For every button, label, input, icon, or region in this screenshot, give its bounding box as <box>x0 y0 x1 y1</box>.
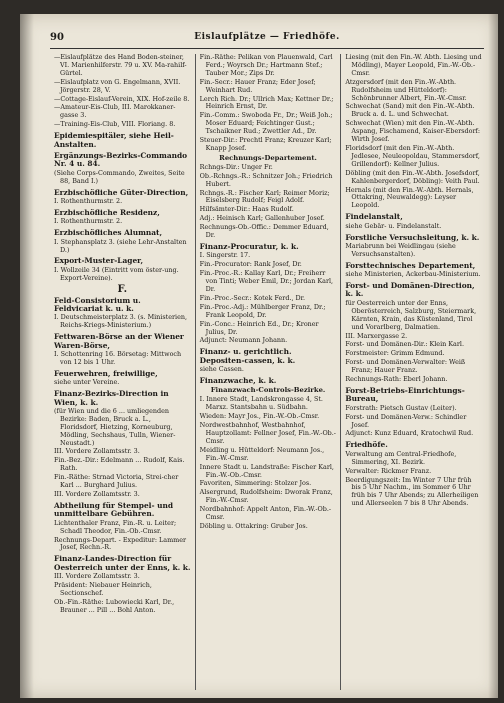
directory-entry: Fin.-Procurator: Rank Josef, Dr. <box>199 260 302 269</box>
directory-entry: Fin.-Conc.: Heinrich Ed., Dr.; Kroner Julius, Dr. <box>199 319 319 336</box>
directory-entry: Forst- und Domänen-Verw.: Schindler Josef. <box>345 412 467 429</box>
directory-entry: I. Schottenring 16. Börsetag: Mittwoch von 12 bis 1 Uhr. <box>54 350 182 366</box>
directory-entry: Fin.-Räthe: Pelikan von Plauenwald, Carl Ferd.; Woyrsch Dr.; Hartmann Stef.; Tauber Mor.; Zips Dr. <box>199 54 333 77</box>
directory-entry: I. Rothenthurmstr. 2. <box>54 217 123 226</box>
directory-entry: für Oesterreich unter der Enns, Oberösterreich, Salzburg, Steiermark, Kärnten, Krain, das Küstenland, Tirol und Vorarlberg, Dalmatien. <box>345 298 477 331</box>
directory-entry: (für Wien und die 6 ... umliegenden Bezirke: Baden, Bruck a. L., Floridsdorf, Hietzing, Korneuburg, Mödling, Sechshaus, Tulln, Wiener-Neustadt.) <box>54 406 176 447</box>
directory-entry: Beerdigungszeit: Im Winter 7 Uhr früh bis 5 Uhr Nachm., im Sommer 6 Uhr früh bis 7 Uhr Abends; zu Allerheiligen und Allerseelen 7 bis 8 Uhr Abends. <box>345 475 479 508</box>
directory-entry: Fin.-Secr.: Hauer Franz; Eder Josef; Weinhart Rud. <box>199 77 316 94</box>
directory-entry: Forst- und Domänen-Dir.: Klein Karl. <box>345 340 464 349</box>
directory-entry: III. Vordere Zollamtsstr. 3. <box>54 447 140 456</box>
directory-entry: III. Vordere Zollamtsstr. 3. <box>54 490 140 498</box>
directory-entry: Rchngs.-R.: Fischer Karl; Reimer Moriz; Eiselsberg Rudolf; Feigl Adolf. <box>199 188 330 205</box>
directory-entry: Fin.-Comm.: Swoboda Fr., Dr.; Weiß Joh.; Moser Eduard; Feichtinger Gust.; Tschaikner Rud.; Zwettler Ad., Dr. <box>199 111 333 136</box>
section-heading: Abtheilung für Stempel- und unmittelbare Gebühren. <box>54 500 174 519</box>
alphabet-letter-heading: F. <box>117 283 128 295</box>
directory-entry: Ob.-Rchngs.-R.: Schnitzer Joh.; Friedrich Hubert. <box>199 171 333 188</box>
directory-entry: Forstrath: Pietsch Gustav (Leiter). <box>345 403 457 412</box>
directory-entry: Schwechat (Sand) mit den Fin.-W.-Abth. Bruck a. d. L. und Schwechat. <box>345 102 475 119</box>
directory-entry: Liesing (mit den Fin.-W. Abth. Liesing und Mödling), Mayer Leopold, Fin.-W.-Ob.-Cmsr. <box>345 54 482 77</box>
directory-entry: —Eislaufplätze des Hand Boden-steiner, VI. Marienhilferstr. 79 u. XV. Ma-rahilf-Gürtel. <box>54 54 187 77</box>
section-heading: Forstliche Versuchsleitung, k. k. <box>345 232 480 242</box>
directory-entry: Alsergrund, Rudolfsheim: Dworak Franz, Fin.-W.-Cmsr. <box>199 488 333 505</box>
page-edge-shadow <box>488 14 498 698</box>
section-heading: Finanzwache, k. k. <box>199 376 277 386</box>
directory-entry: Rechnungs-Ob.-Offic.: Demmer Eduard, Dr. <box>199 223 329 240</box>
directory-entry: Fin.-Proc.-Adj.: Mühlberger Franz, Dr.; Frank Leopold, Dr. <box>199 302 326 319</box>
section-heading: Forsttechnisches Departement, <box>345 260 476 270</box>
section-heading: Feuerwehren, freiwillige, <box>54 368 158 378</box>
section-heading: Forst- und Domänen-Direction, k. k. <box>345 281 475 299</box>
directory-entry: —Eislaufplatz von G. Engelmann, XVII. Jörgerstr. 28, V. <box>54 77 181 94</box>
directory-entry: Forst- und Domänen-Verwalter: Weiß Franz; Hauer Franz. <box>345 358 466 375</box>
directory-entry: —Training-Eis-Club, VIII. Floriang. 8. <box>54 120 176 129</box>
directory-entry: III. Marxergasse 2. <box>345 331 408 340</box>
page-fold-shadow <box>20 14 34 698</box>
directory-entry: Nordbahnhof: Appelt Anton, Fin.-W.-Ob.-Cmsr. <box>199 505 332 522</box>
subsection-heading: Finanzwach-Controls-Bezirke. <box>210 386 326 395</box>
text-columns <box>50 54 486 690</box>
page-title: Eislaufplätze — Friedhöfe. <box>194 32 340 42</box>
directory-entry: Schwechat (Wien) mit den Fin.-W.-Abth. Aspang, Fischamend, Kaiser-Ebersdorf: Wirth Josef. <box>345 119 481 144</box>
directory-entry: I. Deutschmeisterplatz 3. (s. Ministerien, Reichs-Kriegs-Ministerium.) <box>54 313 188 330</box>
directory-entry: Atzgersdorf (mit den Fin.-W.-Abth. Rudolfsheim und Hütteldorf): Schönbrunner Albert, Fin.-W.-Cmsr. <box>345 77 467 102</box>
directory-entry: Adjunct: Neumann Johann. <box>199 336 288 345</box>
directory-entry: Meidling u. Hütteldorf: Neumann Jos., Fin.-W.-Cmsr. <box>199 445 325 462</box>
section-heading: Forst-Betriebs-Einrichtungs-Bureau, <box>345 385 465 404</box>
directory-entry: siehe Ministerien, Ackerbau-Ministerium. <box>345 270 481 279</box>
directory-entry: I. Wollzeile 34 (Eintritt vom öster-ung. Export-Vereine). <box>54 265 179 282</box>
directory-entry: Forstmeister: Grimm Edmund. <box>345 349 445 358</box>
subsection-heading: Rechnungs-Departement. <box>219 153 317 162</box>
section-heading: Finanz-Bezirks-Direction in Wien, k. k. <box>54 389 169 407</box>
directory-entry: Ob.-Fin.-Räthe: Lubowiecki Karl, Dr., Brauner ... Pill ... Bohl Anton. <box>54 597 175 614</box>
directory-entry: I. Stephansplatz 3. (siehe Lehr-Anstalten D.) <box>54 237 187 254</box>
section-heading: Fettwaren-Börse an der Wiener Waren-Börse, <box>54 332 184 350</box>
directory-entry: III. Vordere Zollamtsstr. 3. <box>54 572 140 581</box>
directory-entry: Fin.-Räthe: Strnad Victoria, Strei-cher Karl ... Burghard Julius. <box>54 473 179 490</box>
directory-entry: Rechnungs-Depart. - Expeditur: Lammer Josef, Rechn.-R. <box>54 535 187 552</box>
directory-entry: I. Innere Stadt, Landskrongasse 4, St. Marxz. Stantsbahn u. Südbahn. <box>199 395 323 412</box>
page-header <box>50 32 484 49</box>
directory-entry: Wieden: Mayr Jos., Fin.-W.-Ob.-Cmsr. <box>199 412 320 421</box>
page-number: 90 <box>50 32 64 43</box>
directory-entry: Adjunct: Kunz Eduard, Kratochwil Rud. <box>345 429 474 438</box>
column-left <box>50 54 195 690</box>
directory-entry: Fin.-Bez.-Dir.: Edelmann ... Rudolf, Kais. Rath. <box>54 456 185 473</box>
directory-entry: Adj.: Heinisch Karl; Gallenhuber Josef. <box>199 214 325 223</box>
directory-entry: —Amateur-Eis-Club, III. Marokkaner-gasse 3. <box>54 103 176 120</box>
directory-entry: siehe Gebär- u. Findelanstalt. <box>345 221 442 230</box>
section-heading: Erzbischöfliche Güter-Direction, <box>54 187 189 197</box>
directory-entry: Lichtenthaler Franz, Fin.-R. u. Leiter; Schadl Theodor, Fin.-Ob.-Cmsr. <box>54 518 177 535</box>
directory-entry: Hernals (mit den Fin.-W.-Abth. Hernals, Ottakring, Neuwaldegg): Leyser Leopold. <box>345 185 474 210</box>
section-heading: Erzbischöfliche Residenz, <box>54 207 160 217</box>
section-heading: Export-Muster-Lager, <box>54 256 144 266</box>
directory-entry: Fin.-Proc.-Secr.: Kotek Ferd., Dr. <box>199 293 306 302</box>
directory-entry: Verwalter: Rickmer Franz. <box>345 466 432 475</box>
directory-entry: Präsident: Niebauer Heinrich, Sectionschef. <box>54 581 152 597</box>
directory-entry: (Siehe Corps-Commando, Zweites, Seite 88, Band I.) <box>54 168 185 185</box>
directory-entry: Hilfsämter-Dir.: Haas Rudolf. <box>199 205 294 214</box>
directory-entry: Mariabrunn bei Weidlingau (siehe Versuchsanstalten). <box>345 241 456 258</box>
directory-entry: Steuer-Dir.: Prechtl Franz; Kreuzer Karl; Knapp Josef. <box>199 136 332 152</box>
section-heading: Finanz-Procuratur, k. k. <box>199 241 299 251</box>
directory-page <box>20 14 498 698</box>
section-heading: Finanz- u. gerichtlich. Depositen-cassen, k. k. <box>199 347 296 365</box>
section-heading: Findelanstalt, <box>345 212 403 222</box>
directory-entry: I. Singerstr. 17. <box>199 251 251 260</box>
directory-entry: —Cottage-Eislauf-Verein, XIX. Hof-zeile 8. <box>54 94 190 103</box>
directory-entry: Verwaltung am Central-Friedhofe, Simmering, XI. Bezirk. <box>345 449 457 466</box>
directory-entry: siehe Cassen. <box>199 365 244 374</box>
section-heading: Epidemiespitäler, siehe Heil-Anstalten. <box>54 131 174 149</box>
section-heading: Friedhöfe. <box>345 440 388 450</box>
directory-entry: Lerch Rich. Dr.; Ullrich Max; Kettner Dr.; Heinrich Ernst, Dr. <box>199 94 334 111</box>
directory-entry: Rechnungs-Rath: Eberl Johann. <box>345 375 448 384</box>
directory-entry: Rchngs-Dir.: Unger Fr. <box>199 162 273 171</box>
directory-entry: Floridsdorf (mit den Fin.-W.-Abth. Jedlesee, Neuleopoldau, Stammersdorf, Grillendorf): Kellner Julius. <box>345 143 480 168</box>
column-right <box>340 54 486 690</box>
column-middle <box>195 54 341 690</box>
directory-entry: Döbling u. Ottakring: Gruber Jos. <box>199 521 308 530</box>
section-heading: Feld-Consistorium u. Feldvicariat k. u. k. <box>54 295 141 313</box>
directory-entry: Nordwestbahnhof, Westbahnhof, Hauptzollamt: Fellner Josef, Fin.-W.-Ob.-Cmsr. <box>199 421 336 445</box>
directory-entry: siehe unter Vereine. <box>54 378 120 387</box>
directory-entry: I. Rothenthurmstr. 2. <box>54 197 123 205</box>
directory-entry: Favoriten, Simmering: Stolzer Jos. <box>199 479 312 488</box>
directory-entry: Fin.-Proc.-R.: Kallay Karl, Dr.; Freiherr von Tinti; Weber Emil, Dr.; Jordan Karl, Dr. <box>199 269 334 293</box>
directory-entry: Innere Stadt u. Landstraße: Fischer Karl, Fin.-W.-Ob.-Cmsr. <box>199 462 334 479</box>
section-heading: Erzbischöfliches Alumnat, <box>54 228 163 238</box>
directory-entry: Döbling (mit den Fin.-W.-Abth. Josefsdorf, Kahlenbergerdorf, Döbling): Veith Paul. <box>345 168 480 185</box>
section-heading: Finanz-Landes-Direction für Oesterreich unter der Enns, k. k. <box>54 554 191 572</box>
section-heading: Ergänzungs-Bezirks-Commando Nr. 4 u. 84. <box>54 150 188 169</box>
